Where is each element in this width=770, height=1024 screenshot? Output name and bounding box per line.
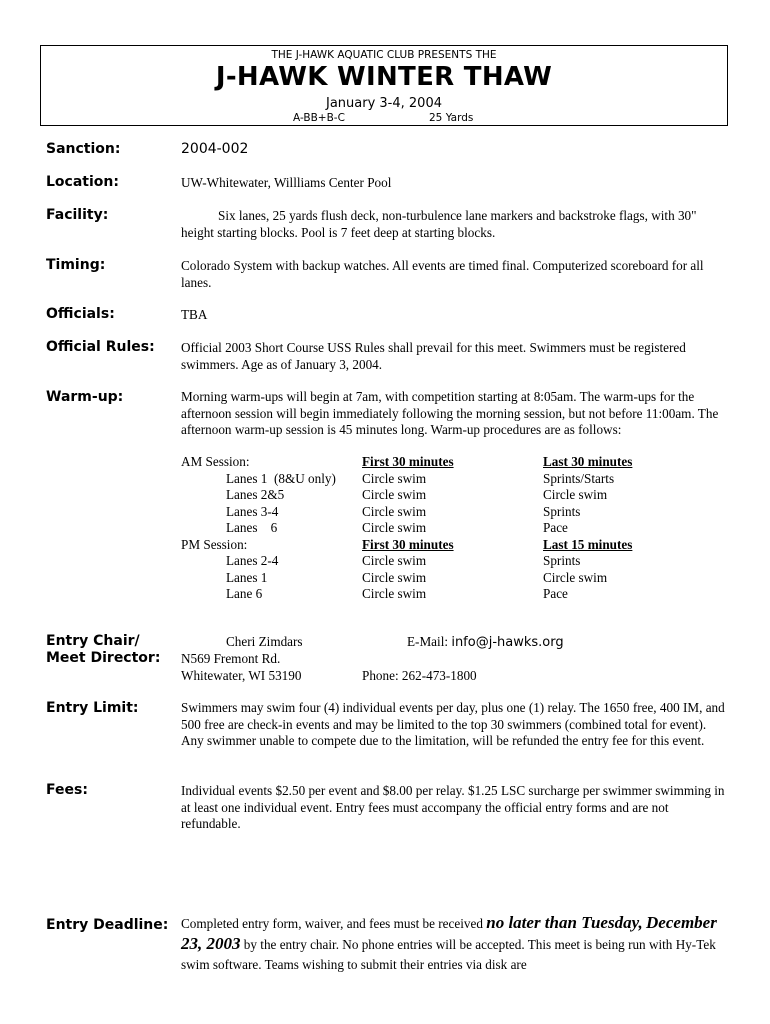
table-row-last: Sprints [543, 503, 581, 519]
sanction-value: 2004-002 [181, 141, 249, 157]
table-row-first: Circle swim [362, 553, 427, 568]
meet-director-label: Meet Director: [46, 650, 161, 666]
table-row-last: Circle swim [543, 569, 608, 585]
table-row-last: Sprints/Starts [543, 470, 615, 486]
official-rules-label: Official Rules: [46, 339, 155, 355]
am-first-header: First 30 minutes [362, 454, 454, 469]
table-row-last: Sprints [543, 553, 581, 568]
timing-label: Timing: [46, 257, 106, 273]
table-row-lane: Lanes 3-4 [226, 503, 279, 519]
officials-label: Officials: [46, 306, 115, 322]
table-row-last: Circle swim [543, 487, 608, 502]
table-row-first: Circle swim [362, 470, 427, 486]
entry-chair-label: Entry Chair/ [46, 633, 140, 649]
email-link[interactable]: info@j-hawks.org [451, 635, 564, 650]
meet-course: 25 Yards [429, 112, 474, 124]
deadline-emphasis-2: December 23, 2003 [181, 913, 717, 953]
pm-last-header: Last 15 minutes [543, 536, 633, 552]
table-row-last: Pace [543, 586, 568, 601]
entry-limit-value: Swimmers may swim four (4) individual events per day, plus one (1) relay. The 1650 free, 400 IM, and 500 free are check-in events and may be limited to the top 30 swimmers (combined total for event). Any swimmer unable to compete due to the limitation, will be refunded the entry fee for this event. [181, 700, 725, 748]
header-box [40, 45, 728, 126]
entry-chair-street: N569 Fremont Rd. [181, 651, 281, 666]
meet-classification: A-BB+B-C [293, 112, 345, 124]
table-row-lane: Lane 6 [226, 586, 263, 601]
timing-value: Colorado System with backup watches. All events are timed final. Computerized scoreboard for all lanes. [181, 258, 704, 290]
location-label: Location: [46, 174, 119, 190]
fees-value: Individual events $2.50 per event and $8.00 per relay. $1.25 LSC surcharge per swimmer swimming in at least one individual event. Entry fees must accompany the official entry forms and are not refundable. [181, 783, 725, 831]
phone-number: Phone: 262-473-1800 [362, 667, 477, 683]
table-row-first: Circle swim [362, 520, 427, 535]
location-value: UW-Whitewater, Willliams Center Pool [181, 175, 392, 190]
table-row-lane: Lanes 2-4 [226, 553, 279, 568]
facility-value: Six lanes, 25 yards flush deck, non-turbulence lane markers and backstroke flags, with 30" height starting blocks. Pool is 7 feet deep at starting blocks. [181, 208, 697, 240]
warmup-value: Morning warm-ups will begin at 7am, with competition starting at 8:05am. The warm-ups for the afternoon session will begin immediately following the morning session, but not before 11:00am. The afternoon warm-up session is 45 minutes long. Warm-up procedures are as follows: [181, 389, 719, 437]
sanction-label: Sanction: [46, 141, 121, 157]
entry-deadline-label: Entry Deadline: [46, 917, 169, 933]
am-last-header: Last 30 minutes [543, 454, 633, 469]
meet-dates: January 3-4, 2004 [326, 96, 442, 111]
table-row-lane: Lanes 1 [226, 569, 268, 585]
table-row-first: Circle swim [362, 487, 427, 502]
table-row-lane: Lanes 6 [226, 520, 278, 535]
entry-chair-city: Whitewater, WI 53190 [181, 667, 302, 683]
am-session-label: AM Session: [181, 454, 250, 469]
deadline-emphasis-1: no later than Tuesday, [486, 913, 643, 932]
deadline-text-post: by the entry chair. No phone entries will be accepted. This meet is being run with Hy-Tek swim software. Teams wishing to submit their entries via disk are [181, 937, 716, 972]
table-row-first: Circle swim [362, 503, 427, 519]
table-row-first: Circle swim [362, 586, 427, 601]
presents-line: THE J-HAWK AQUATIC CLUB PRESENTS THE [271, 49, 497, 61]
official-rules-value: Official 2003 Short Course USS Rules shall prevail for this meet. Swimmers must be registered swimmers. Age as of January 3, 2004. [181, 340, 686, 372]
officials-value: TBA [181, 307, 208, 322]
entry-deadline-value [181, 913, 726, 975]
warmup-label: Warm-up: [46, 389, 124, 405]
entry-chair-name: Cheri Zimdars [226, 634, 303, 649]
pm-first-header: First 30 minutes [362, 536, 454, 552]
table-row-lane: Lanes 1 (8&U only) [226, 470, 336, 486]
email-row [407, 634, 564, 652]
fees-label: Fees: [46, 782, 88, 798]
table-row-first: Circle swim [362, 569, 427, 585]
pm-session-label: PM Session: [181, 536, 248, 552]
facility-label: Facility: [46, 207, 109, 223]
table-row-last: Pace [543, 520, 568, 535]
table-row-lane: Lanes 2&5 [226, 487, 285, 502]
entry-limit-label: Entry Limit: [46, 700, 139, 716]
deadline-text-pre: Completed entry form, waiver, and fees must be received [181, 916, 487, 931]
email-label: E-Mail: [407, 634, 449, 649]
meet-title: J-HAWK WINTER THAW [215, 62, 553, 92]
